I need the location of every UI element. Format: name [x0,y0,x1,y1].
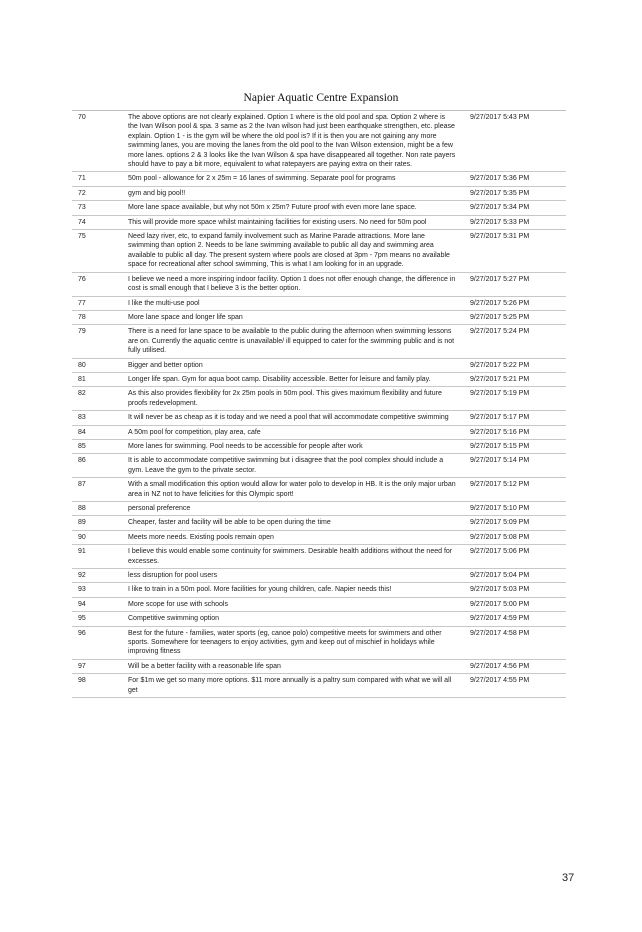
response-date: 9/27/2017 5:12 PM [470,481,530,489]
response-text: gym and big pool!! [128,189,186,197]
response-text: Best for the future - families, water sports (eg, canoe polo) competitive meets for swimmers and other sports. Somewhere for teenagers to enjoy activities, gym and keep out of mischief in holidays while improving fitness [128,629,442,656]
response-number: 76 [78,275,86,283]
response-text: Cheaper, faster and facility will be able to be open during the time [128,519,331,527]
response-number: 85 [78,442,86,450]
table-row [72,440,566,454]
response-number: 89 [78,519,86,527]
response-number: 79 [78,328,86,336]
table-row [72,201,566,215]
response-number: 83 [78,414,86,422]
table-row [72,454,566,478]
table-row [72,273,566,297]
response-number: 87 [78,481,86,489]
response-number: 88 [78,505,86,512]
response-number: 73 [78,204,86,212]
response-date: 9/27/2017 5:33 PM [470,218,530,226]
response-text: More lanes for swimming. Pool needs to be accessible for people after work [128,442,363,450]
response-text: More lane space and longer life span [128,313,243,321]
response-number: 81 [78,375,86,383]
response-text: Competitive swimming option [128,615,220,623]
response-text: Meets more needs. Existing pools remain open [128,533,274,541]
page-number: 37 [562,872,575,884]
response-text: A 50m pool for competition, play area, cafe [128,428,261,436]
response-date: 9/27/2017 5:17 PM [470,414,530,422]
response-number: 91 [78,548,86,556]
table-row [72,674,566,698]
page-title: Napier Aquatic Centre Expansion [243,92,399,104]
table-row [72,297,566,311]
response-text: More lane space available, but why not 50m x 25m? Future proof with even more lane space. [128,204,417,212]
response-text: It will never be as cheap as it is today and we need a pool that will accommodate competitive swimming [128,414,449,422]
response-text: Will be a better facility with a reasonable life span [128,662,281,670]
response-number: 84 [78,428,86,436]
response-number: 97 [78,662,86,670]
response-date: 9/27/2017 5:34 PM [470,204,530,212]
table-row [72,583,566,597]
response-number: 94 [78,600,86,608]
response-date: 9/27/2017 5:24 PM [470,328,530,336]
table-row [72,359,566,373]
response-date: 9/27/2017 5:19 PM [470,390,530,398]
response-number: 90 [78,533,86,541]
response-date: 9/27/2017 4:56 PM [470,662,530,670]
response-text: The above options are not clearly explained. Option 1 where is the old pool and spa. Option 2 where is the Ivan Wilson pool & spa. 3 same as 2 the Ivan wilson had just been earthquake strengthen, etc. please explain. Option 1 - is the gym will be where the old pool is? If it is then you are not gaining any more swimming lanes, you are moving the lanes from the old pool to the Ivan Wilson extension, might be a few more lanes. options 2 & 3 looks like the Ivan Wilson & spa have disappeared all together. Non rate payers should have to pay a bit more, equivalent to what ratepayers are paying extra on their rates. [128,114,456,169]
response-text: More scope for use with schools [128,600,228,608]
response-date: 9/27/2017 5:43 PM [470,114,530,121]
response-date: 9/27/2017 5:35 PM [470,189,530,197]
table-row [72,502,566,516]
table-row [72,187,566,201]
table-row [72,311,566,325]
response-date: 9/27/2017 5:15 PM [470,442,530,450]
responses-table [72,110,566,698]
table-row [72,612,566,626]
response-date: 9/27/2017 5:10 PM [470,505,530,512]
table-row [72,111,566,172]
response-text: Longer life span. Gym for aqua boot camp. Disability accessible. Better for leisure and family play. [128,375,431,383]
response-text: As this also provides flexibility for 2x 25m pools in 50m pool. This gives maximum flexibility and future proofs redevelopment. [128,390,442,407]
response-text: This will provide more space whilst maintaining facilities for existing users. No need for 50m pool [128,218,427,226]
response-date: 9/27/2017 5:22 PM [470,361,530,369]
table-row [72,172,566,186]
response-text: 50m pool - allowance for 2 x 25m = 16 lanes of swimming. Separate pool for programs [128,175,396,183]
response-text: I like to train in a 50m pool. More facilities for young children, cafe. Napier needs this! [128,586,392,594]
table-row [72,230,566,273]
response-number: 93 [78,586,86,594]
table-row [72,598,566,612]
response-date: 9/27/2017 5:26 PM [470,299,530,307]
table-row [72,531,566,545]
response-text: With a small modification this option would allow for water polo to develop in HB. It is the only major urban area in NZ not to have felicities for this Olympic sport! [128,481,456,498]
table-row [72,478,566,502]
response-number: 80 [78,361,86,369]
table-row [72,627,566,660]
response-number: 70 [78,114,86,121]
table-row [72,325,566,358]
response-date: 9/27/2017 5:31 PM [470,233,530,241]
response-text: I believe we need a more inspiring indoor facility. Option 1 does not offer enough change, the difference in cost is small enough that I believe 3 is the better option. [128,275,456,293]
response-text: personal preference [128,505,191,512]
response-date: 9/27/2017 5:16 PM [470,428,530,436]
response-number: 77 [78,299,86,307]
response-number: 71 [78,175,86,183]
response-number: 75 [78,233,86,241]
response-date: 9/27/2017 5:36 PM [470,175,530,183]
table-row [72,426,566,440]
response-date: 9/27/2017 5:27 PM [470,275,530,283]
response-number: 96 [78,629,86,637]
response-date: 9/27/2017 4:55 PM [470,677,530,685]
response-date: 9/27/2017 5:04 PM [470,572,530,580]
response-number: 74 [78,218,86,226]
table-row [72,387,566,411]
response-number: 95 [78,615,86,623]
table-row [72,660,566,674]
table-row [72,411,566,425]
response-number: 92 [78,572,86,580]
response-date: 9/27/2017 5:14 PM [470,457,530,465]
response-date: 9/27/2017 5:25 PM [470,313,530,321]
table-row [72,545,566,569]
table-row [72,569,566,583]
response-date: 9/27/2017 5:00 PM [470,600,530,608]
response-text: Need lazy river, etc, to expand family involvement such as Marine Parade attractions. More lane swimming than option 2. Needs to be lane swimming available to public all day and swimming area available to public all day. The present system where pools are closed at 3pm - 7pm means no available space for recreational after school swimming, This is what I am looking for in an upgrade. [128,233,450,269]
response-date: 9/27/2017 5:08 PM [470,533,530,541]
table-row [72,216,566,230]
response-text: It is able to accommodate competitive swimming but i disagree that the pool complex should include a gym. Leave the gym to the private sector. [128,457,444,474]
response-text: For $1m we get so many more options. $11 more annually is a paltry sum compared with what we will all get [128,677,452,694]
response-date: 9/27/2017 5:09 PM [470,519,530,527]
response-date: 9/27/2017 4:58 PM [470,629,530,637]
response-text: less disruption for pool users [128,572,218,580]
response-text: I believe this would enable some continuity for swimmers. Desirable health additions without the need for excesses. [128,548,453,565]
response-text: Bigger and better option [128,361,203,369]
response-date: 9/27/2017 4:59 PM [470,615,530,623]
response-number: 86 [78,457,86,465]
response-date: 9/27/2017 5:06 PM [470,548,530,556]
response-number: 98 [78,677,86,685]
response-text: There is a need for lane space to be available to the public during the afternoon when swimming lessons are on. Currently the aquatic centre is unavailable/ ill equipped to cater for the swimming public and is not fully utilised. [128,328,455,355]
response-date: 9/27/2017 5:21 PM [470,375,530,383]
response-text: I like the multi-use pool [128,299,200,307]
response-number: 72 [78,189,86,197]
response-number: 82 [78,390,86,398]
response-date: 9/27/2017 5:03 PM [470,586,530,594]
table-row [72,373,566,387]
table-row [72,516,566,530]
response-number: 78 [78,313,86,321]
